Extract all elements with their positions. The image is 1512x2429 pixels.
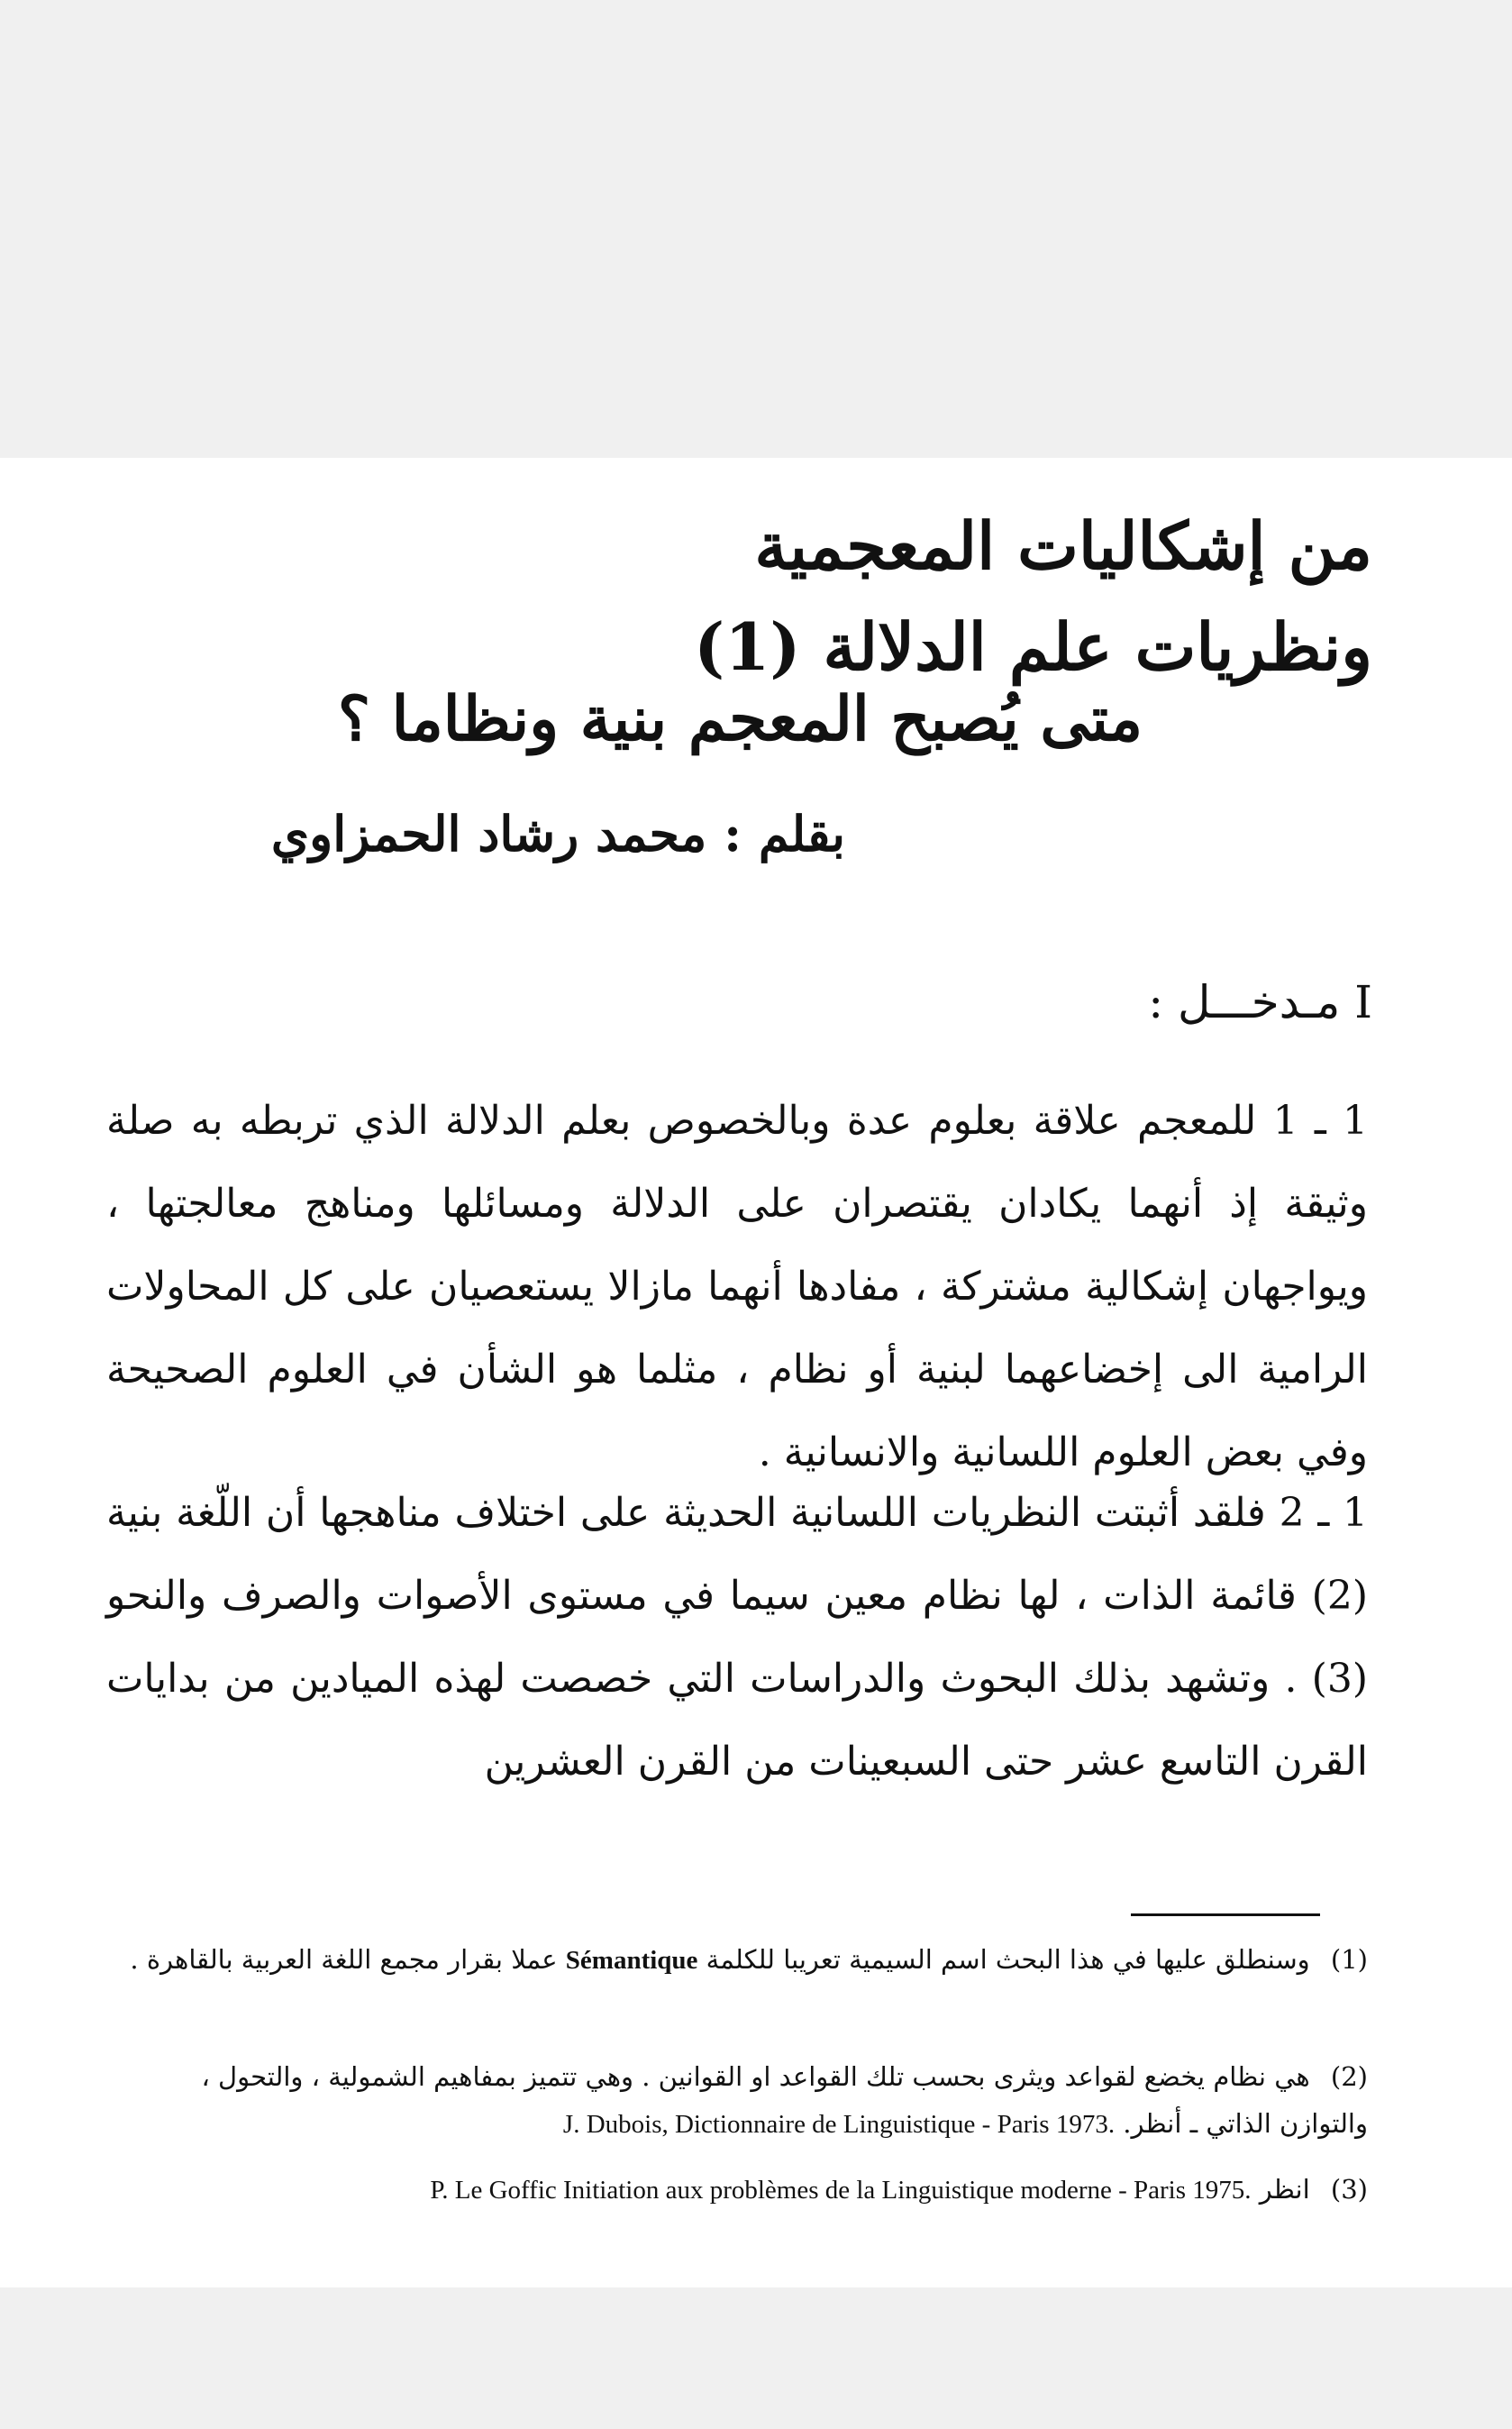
- footnote-3-text-a: انظر: [1259, 2174, 1310, 2205]
- footnote-3-number: (3): [1330, 2174, 1368, 2205]
- title-block: [201, 496, 1372, 698]
- footnote-1-text-a: وسنطلق عليها في هذا البحث اسم السيمية تعريبا للكلمة: [706, 1944, 1310, 1975]
- article-title-line-2: ونظريات علم الدلالة (1): [694, 608, 1372, 685]
- footnote-2: [106, 2053, 1368, 2148]
- paragraph-2: 1 ـ 2 فلقد أثبتت النظريات اللسانية الحديثة على اختلاف مناهجها أن اللّغة بنية (2) قائمة الذات ، لها نظام معين سيما في مستوى الأصوات والصرف والنحو (3) . وتشهد بذلك البحوث والدراسات التي خصصت لهذه الميادين من بدايات القرن التاسع عشر حتى السبعينات من القرن العشرين: [106, 1490, 1368, 1785]
- footnote-1: [106, 1936, 1368, 1984]
- footnote-1-text-b: عملا بقرار مجمع اللغة العربية بالقاهرة .: [130, 1944, 558, 1975]
- footnote-2-reference: J. Dubois, Dictionnaire de Linguistique - Paris 1973.: [562, 2110, 1116, 2139]
- article-subtitle: متى يُصبح المعجم بنية ونظاما ؟: [337, 683, 1143, 755]
- footnote-2-text-a: هي نظام يخضع لقواعد ويثرى بحسب تلك القواعد او القوانين . وهي تتميز بمفاهيم الشمولية ، والتحول ، والتوازن الذاتي ـ أنظر.: [201, 2061, 1368, 2139]
- footnote-2-number: (2): [1330, 2061, 1368, 2092]
- footnote-3: [106, 2166, 1368, 2214]
- footnote-3-reference: P. Le Goffic Initiation aux problèmes de la Linguistique moderne - Paris 1975.: [430, 2176, 1252, 2205]
- document-page: [0, 458, 1512, 2287]
- article-author: بقلم : محمد رشاد الحمزاوي: [270, 805, 845, 863]
- footnote-1-number: (1): [1330, 1944, 1368, 1975]
- footnote-divider: [1131, 1913, 1320, 1916]
- article-title-line-1: من إشكاليات المعجمية: [754, 507, 1372, 584]
- paragraph-1: 1 ـ 1 للمعجم علاقة بعلوم عدة وبالخصوص بعلم الدلالة الذي تربطه به صلة وثيقة إذ أنهما يكادان يقتصران على الدلالة ومسائلها ومناهج معالجتها ، ويواجهان إشكالية مشتركة ، مفادها أنهما مازالا يستعصيان على كل المحاولات الرامية الى إخضاعهما لبنية أو نظام ، مثلما هو الشأن في العلوم الصحيحة وفي بعض العلوم اللسانية والانسانية .: [106, 1098, 1368, 1475]
- section-heading: I مـدخـــل :: [1148, 976, 1372, 1028]
- footnote-1-term: Sémantique: [565, 1946, 698, 1975]
